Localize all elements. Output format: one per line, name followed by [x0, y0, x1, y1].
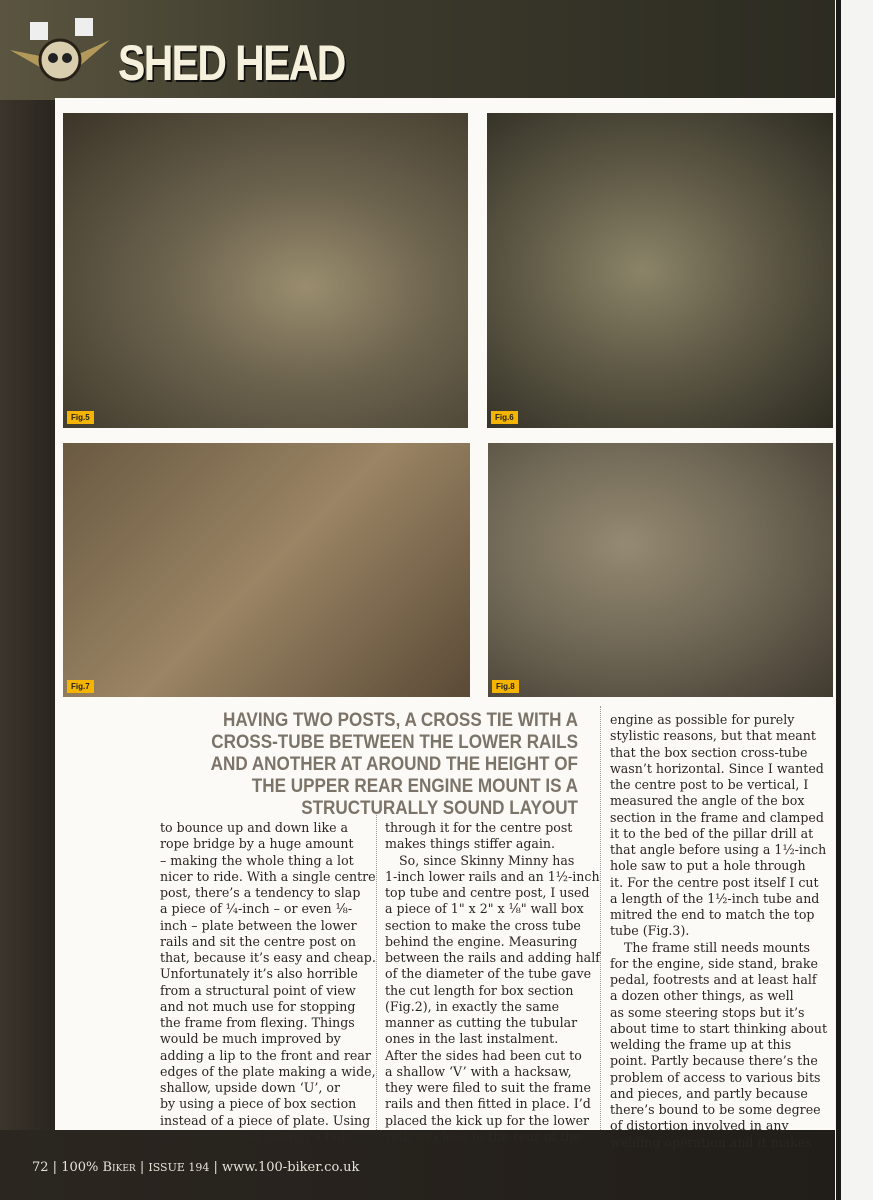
issue-number: ISSUE 194: [148, 1161, 210, 1174]
text-line: After the sides had been cut to: [385, 1047, 582, 1063]
text-line: stylistic reasons, but that meant: [610, 728, 816, 744]
text-line: welding the frame up at this: [610, 1037, 792, 1052]
text-line: that, because it’s easy and cheap.: [160, 950, 376, 965]
text-line: they were filed to suit the frame: [385, 1080, 591, 1095]
text-line: for the engine, side stand, brake: [610, 955, 819, 971]
text-line: post, there’s a tendency to slap: [160, 885, 361, 900]
text-line: mitred the end to match the top: [610, 907, 815, 922]
text-line: makes things stiffer again.: [385, 836, 556, 852]
text-line: a piece of ¼-inch – or even ⅛-: [160, 901, 353, 917]
column-divider: [600, 706, 601, 1130]
text-line: box section and cutting a hole: [160, 1128, 353, 1144]
photo-fig7: [63, 443, 470, 697]
fig-label: Fig.7: [67, 680, 94, 693]
text-line: nicer to ride. With a single centre: [160, 868, 376, 884]
text-line: it. For the centre post itself I cut: [610, 874, 819, 890]
text-line: section in the frame and clamped: [610, 809, 824, 825]
text-line: placed the kick up for the lower: [385, 1112, 590, 1128]
page-number: 72: [32, 1160, 49, 1175]
skull-logo-icon: [5, 10, 115, 95]
text-line: The frame still needs mounts: [624, 939, 810, 955]
text-line: rails and sit the centre post on: [160, 933, 356, 949]
text-line: section to make the cross tube: [385, 917, 581, 933]
page-margin: [0, 100, 55, 1130]
text-line: top tube and centre post, I used: [385, 885, 590, 900]
text-line: behind the engine. Measuring: [385, 933, 578, 949]
text-line: a dozen other things, as well: [610, 988, 794, 1004]
fig-label: Fig.8: [492, 680, 519, 693]
text-line: pedal, footrests and at least half: [610, 972, 817, 987]
text-line: that angle before using a 1½-inch: [610, 842, 827, 857]
text-line: shallow, upside down ‘U’, or: [160, 1080, 340, 1095]
photo-fig5: [63, 113, 468, 428]
photo-fig6: [487, 113, 833, 428]
text-line: the frame from flexing. Things: [160, 1015, 355, 1030]
column-divider: [376, 815, 377, 1130]
text-line: of the diameter of the tube gave: [385, 966, 592, 982]
text-line: welding operation and it makes: [610, 1134, 812, 1150]
fig-label: Fig.6: [491, 411, 518, 424]
text-line: inch – plate between the lower: [160, 917, 357, 933]
text-line: that the box section cross-tube: [610, 744, 808, 760]
magazine-name: 100% Biker: [61, 1160, 136, 1175]
text-line: as some steering stops but it’s: [610, 1004, 805, 1020]
text-line: Unfortunately it’s also horrible: [160, 966, 358, 982]
text-line: by using a piece of box section: [160, 1096, 357, 1112]
text-line: problem of access to various bits: [610, 1069, 821, 1085]
text-line: through it for the centre post: [385, 820, 573, 835]
text-line: of distortion involved in any: [610, 1118, 789, 1134]
text-line: about time to start thinking about: [610, 1020, 828, 1036]
text-line: rails as close to the rear of the: [385, 1128, 581, 1144]
text-line: there’s bound to be some degree: [610, 1102, 821, 1117]
page-footer: 72 | 100% Biker | ISSUE 194 | www.100-biker.co.uk: [32, 1160, 360, 1175]
text-line: rails and then fitted in place. I’d: [385, 1096, 591, 1112]
text-column-2: [385, 820, 600, 1145]
text-line: adding a lip to the front and rear: [160, 1047, 371, 1063]
text-line: point. Partly because there’s the: [610, 1053, 818, 1069]
text-line: and not much use for stopping: [160, 998, 356, 1014]
text-line: edges of the plate making a wide,: [160, 1063, 376, 1079]
text-line: measured the angle of the box: [610, 793, 805, 809]
text-line: 1-inch lower rails and an 1½-inch: [385, 868, 600, 884]
photo-fig8: [488, 443, 833, 697]
text-line: manner as cutting the tubular: [385, 1015, 578, 1030]
text-line: between the rails and adding half: [385, 950, 600, 965]
pull-quote: HAVING TWO POSTS, A CROSS TIE WITH A CROSS-TUBE BETWEEN THE LOWER RAILS AND ANOTHER AT AROUND THE HEIGHT OF THE UPPER REAR ENGINE MOUNT IS A STRUCTURALLY SOUND LAYOUT: [210, 710, 578, 819]
fig-label: Fig.5: [67, 411, 94, 424]
text-line: instead of a piece of plate. Using: [160, 1112, 371, 1128]
text-line: it to the bed of the pillar drill at: [610, 825, 814, 841]
section-title: SHED HEAD: [118, 35, 345, 91]
text-line: engine as possible for purely: [610, 712, 795, 727]
text-line: rope bridge by a huge amount: [160, 836, 354, 852]
text-line: So, since Skinny Minny has: [399, 852, 575, 868]
text-line: the cut length for box section: [385, 982, 574, 998]
text-line: (Fig.2), in exactly the same: [385, 998, 560, 1014]
text-line: a shallow ‘V’ with a hacksaw,: [385, 1063, 572, 1079]
website-link[interactable]: www.100-biker.co.uk: [222, 1160, 360, 1175]
text-line: would be much improved by: [160, 1031, 341, 1047]
text-line: hole saw to put a hole through: [610, 858, 806, 874]
text-line: to bounce up and down like a: [160, 820, 349, 835]
text-line: and pieces, and partly because: [610, 1085, 808, 1101]
text-column-3: [610, 712, 827, 1151]
page-edge-strip: [836, 0, 841, 1200]
text-column-1: [160, 820, 376, 1145]
text-line: – making the whole thing a lot: [160, 852, 354, 868]
text-line: the centre post to be vertical, I: [610, 777, 809, 792]
text-line: a length of the 1½-inch tube and: [610, 890, 820, 906]
text-line: from a structural point of view: [160, 982, 356, 998]
text-line: a piece of 1" x 2" x ⅛" wall box: [385, 901, 584, 917]
text-line: wasn’t horizontal. Since I wanted: [610, 760, 824, 776]
text-line: tube (Fig.3).: [610, 923, 690, 939]
text-line: ones in the last instalment.: [385, 1031, 559, 1047]
